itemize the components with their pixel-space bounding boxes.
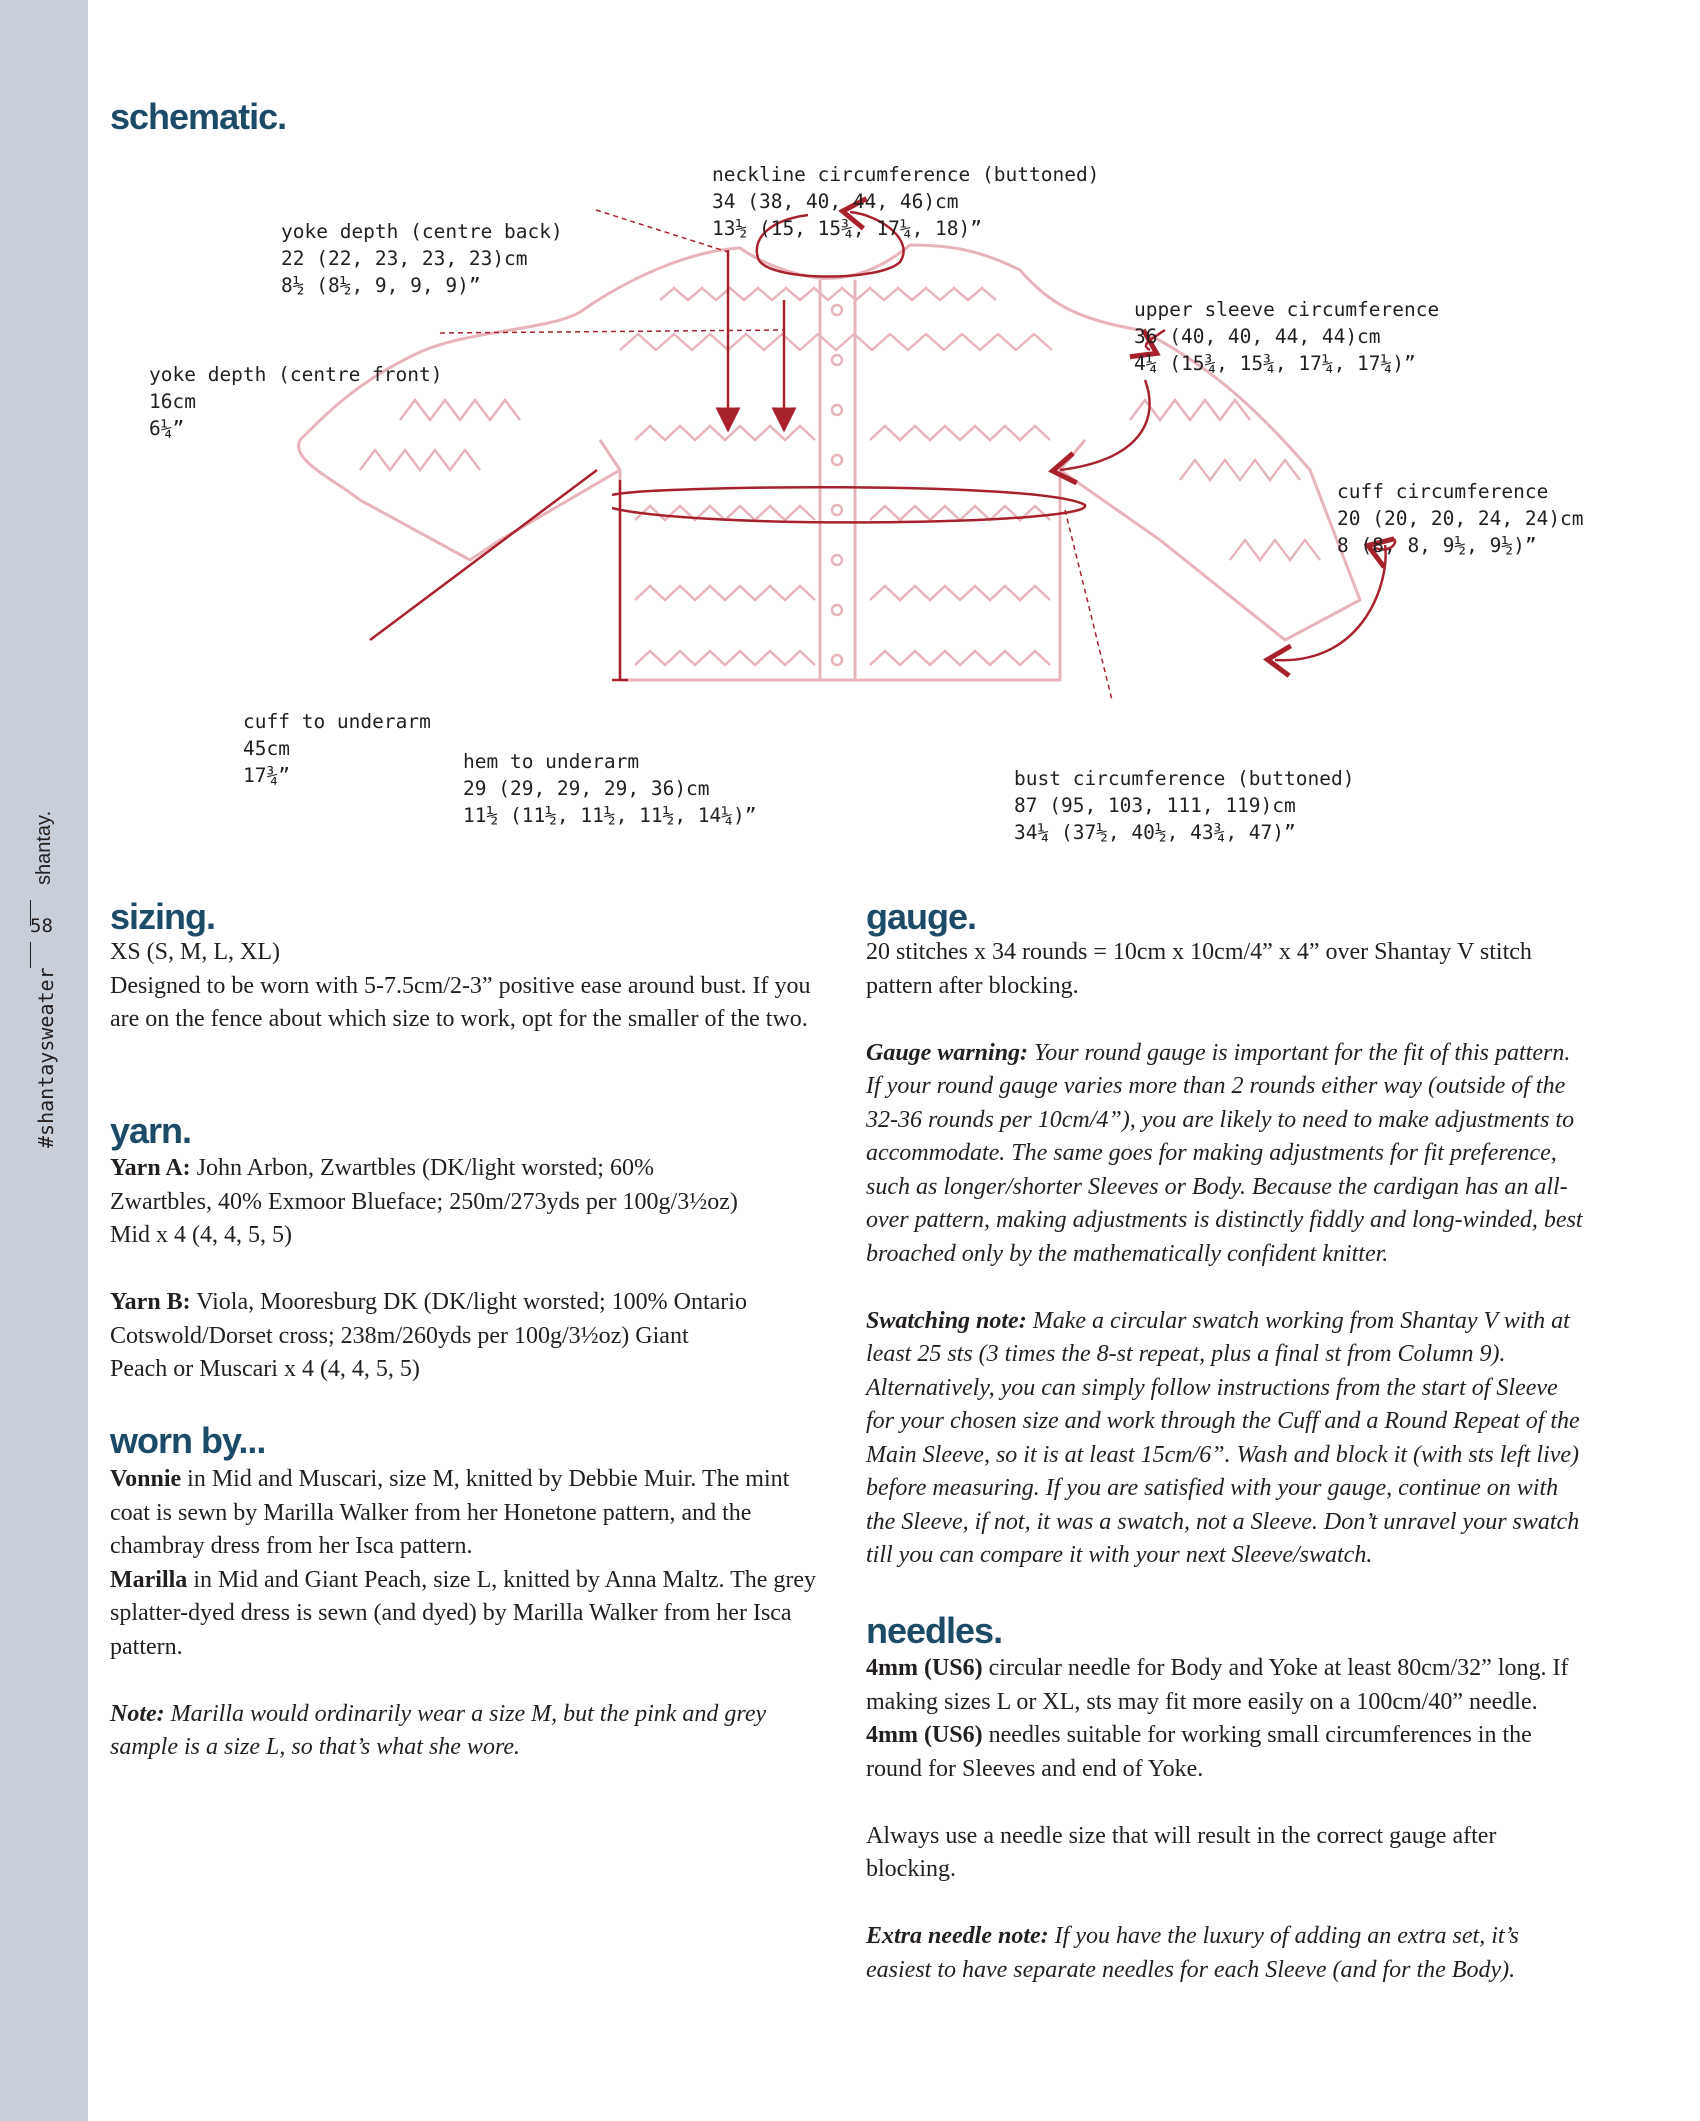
yoke-depth-back-label: yoke depth (centre back) 22 (22, 23, 23, 23)cm 8½ (8½, 9, 9, 9)” <box>281 220 563 297</box>
gauge-heading: gauge. <box>866 896 977 937</box>
needles-circular: 4mm (US6) circular needle for Body and Yoke at least 80cm/32” long. If making sizes L or XL, sts may fit more easily on a 100cm/40” needle. <box>866 1655 1569 1715</box>
sizing-heading: sizing. <box>110 896 216 937</box>
sizing-section <box>110 936 830 1037</box>
bust-circumference-label: bust circumference (buttoned) 87 (95, 103, 111, 119)cm 34¼ (37½, 40½, 43¾, 47)” <box>1014 767 1355 844</box>
gauge-section <box>866 936 1586 1573</box>
gauge-warning: Gauge warning: Your round gauge is important for the fit of this pattern. If your round gauge varies more than 2 rounds either way (outside of the 32-36 rounds per 10cm/4”), you are likely to need to make adjustments to accommodate. The same goes for making adjustments for fit preference, such as longer/shorter Sleeves or Body. Because the cardigan has an all-over pattern, making adjustments is distinctly fiddly and long-winded, best broached only by the mathematically confident knitter. <box>866 1039 1583 1267</box>
worn-by-section <box>110 1463 835 1765</box>
sidebar-title: shantay. <box>33 810 55 885</box>
needles-section <box>866 1652 1586 1987</box>
yarn-section <box>110 1152 750 1387</box>
yarn-heading: yarn. <box>110 1110 192 1151</box>
worn-by-note: Note: Marilla would ordinarily wear a size M, but the pink and grey sample is a size L, so that’s what she wore. <box>110 1700 767 1760</box>
extra-needle-note: Extra needle note: If you have the luxury of adding an extra set, it’s easiest to have separate needles for each Sleeve (and for the Body). <box>866 1923 1519 1983</box>
needles-heading: needles. <box>866 1610 1003 1651</box>
upper-sleeve-label: upper sleeve circumference 36 (40, 40, 44, 44)cm 4¼ (15¾, 15¾, 17¼, 17¼)” <box>1134 298 1440 375</box>
page-number: 58 <box>30 915 53 937</box>
worn-by-vonnie: Vonnie in Mid and Muscari, size M, knitted by Debbie Muir. The mint coat is sewn by Marilla Walker from her Honetone pattern, and the chambray dress from her Isca pattern. <box>110 1466 790 1559</box>
swatching-note: Swatching note: Make a circular swatch working from Shantay V with at least 25 sts (3 times the 8-st repeat, plus a final st from Column 9). Alternatively, you can simply follow instructions from the start of Sleeve for your chosen size and work through the Cuff and a Round Repeat of the Main Sleeve, so it is at least 15cm/6”. Wash and block it (with sts left live) before measuring. If you are satisfied with your gauge, continue on with the Sleeve, if not, it was a swatch, not a Sleeve. Don’t unravel your swatch till you can compare it with your next Sleeve/swatch. <box>866 1307 1580 1568</box>
schematic-heading: schematic. <box>110 96 287 137</box>
sizing-sizes: XS (S, M, L, XL) <box>110 939 281 965</box>
sidebar-hashtag: #shantaysweater <box>34 967 58 1148</box>
needles-small: 4mm (US6) needles suitable for working small circumferences in the round for Sleeves and end of Yoke. <box>866 1722 1532 1782</box>
worn-by-marilla: Marilla in Mid and Giant Peach, size L, knitted by Anna Maltz. The grey splatter-dyed dress is sewn (and dyed) by Marilla Walker from her Isca pattern. <box>110 1566 817 1660</box>
yarn-b: Yarn B: Viola, Mooresburg DK (DK/light worsted; 100% Ontario Cotswold/Dorset cross; 238m/260yds per 100g/3½oz) Giant Peach or Muscari x 4 (4, 4, 5, 5) <box>110 1289 747 1382</box>
yoke-depth-front-label: yoke depth (centre front) 16cm 6¼” <box>149 363 443 440</box>
worn-by-heading: worn by... <box>110 1420 266 1461</box>
needles-always: Always use a needle size that will result in the correct gauge after blocking. <box>866 1822 1497 1882</box>
hem-to-underarm-label: hem to underarm 29 (29, 29, 29, 36)cm 11½ (11½, 11½, 11½, 14¼)” <box>463 750 757 827</box>
neckline-label: neckline circumference (buttoned) 34 (38, 40, 44, 46)cm 13½ (15, 15¾, 17¼, 18)” <box>712 163 1100 240</box>
cuff-circumference-label: cuff circumference 20 (20, 20, 24, 24)cm 8 (8, 8, 9½, 9½)” <box>1337 480 1584 557</box>
yarn-a: Yarn A: John Arbon, Zwartbles (DK/light worsted; 60% Zwartbles, 40% Exmoor Blueface; 250m/273yds per 100g/3½oz) Mid x 4 (4, 4, 5, 5) <box>110 1155 738 1248</box>
sizing-body: Designed to be worn with 5-7.5cm/2-3” positive ease around bust. If you are on the fence about which size to work, opt for the smaller of the two. <box>110 972 811 1032</box>
cuff-to-underarm-label: cuff to underarm 45cm 17¾” <box>243 710 431 787</box>
gauge-body: 20 stitches x 34 rounds = 10cm x 10cm/4” x 4” over Shantay V stitch pattern after blocking. <box>866 939 1532 999</box>
